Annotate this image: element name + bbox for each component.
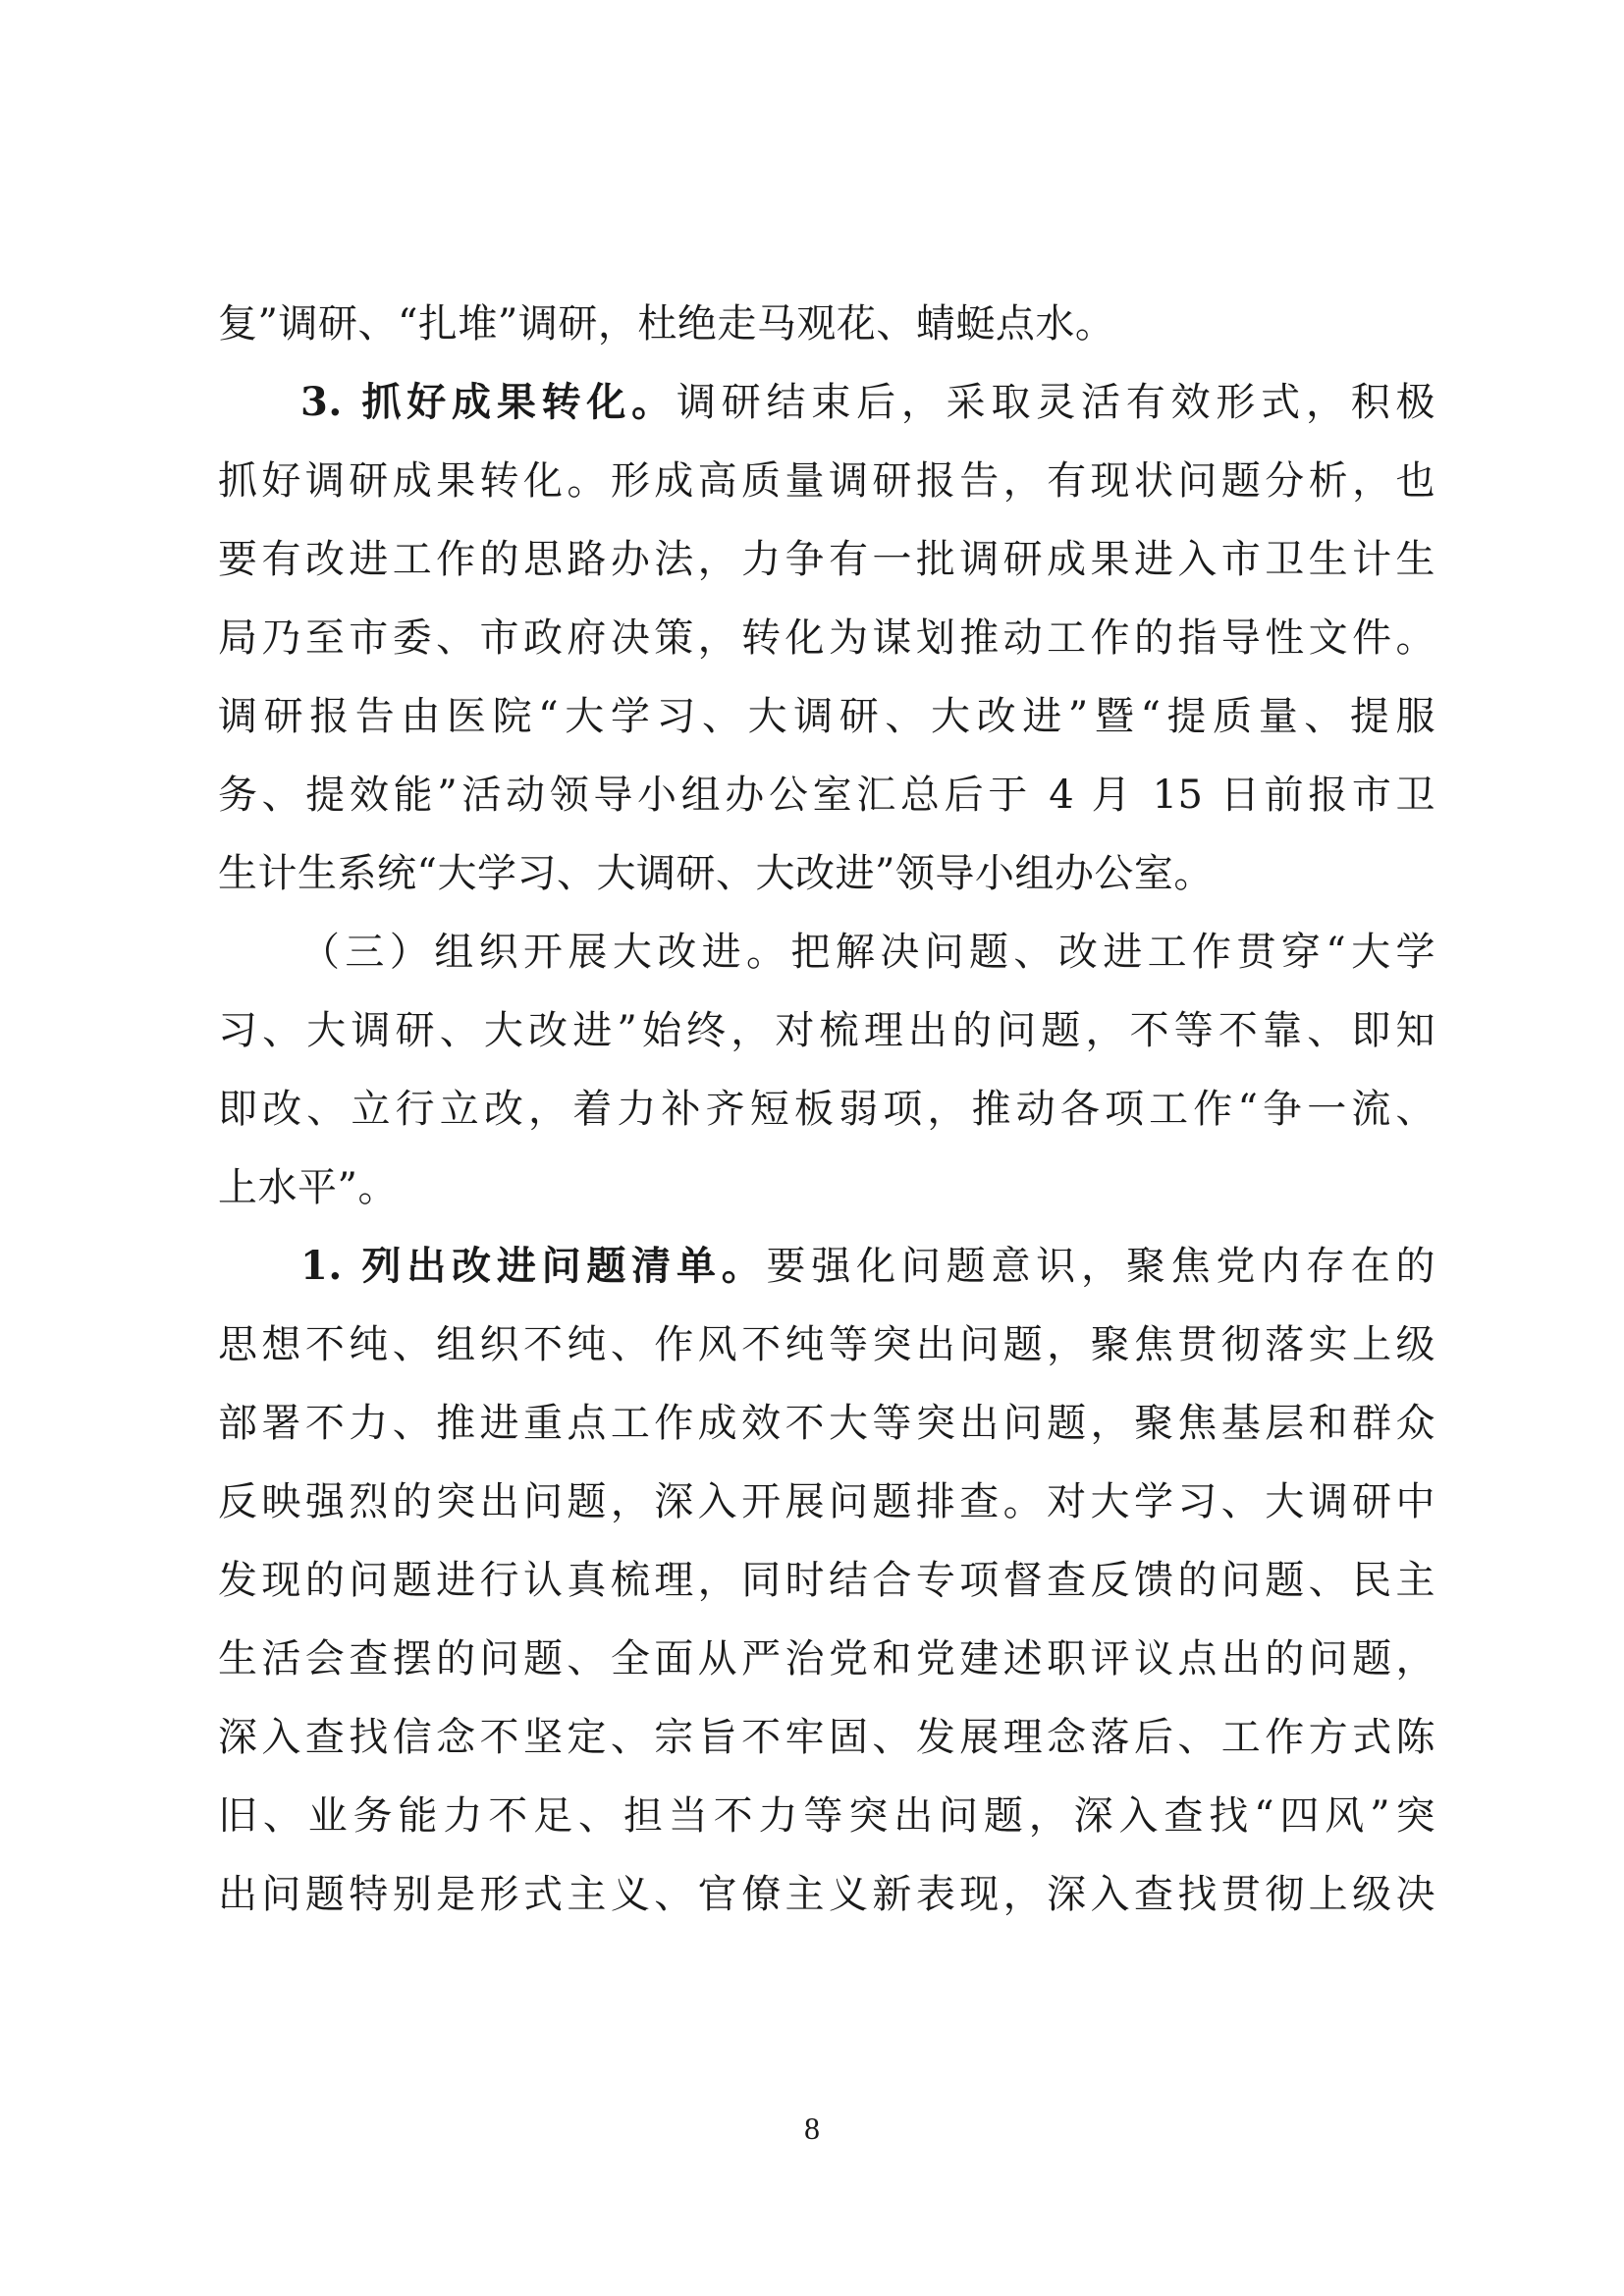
body-line: 生活会查摆的问题、全面从严治党和党建述职评议点出的问题， bbox=[218, 1636, 1435, 1682]
body-line: 部署不力、推进重点工作成效不大等突出问题，聚焦基层和群众 bbox=[218, 1401, 1435, 1446]
body-line: 上水平”。 bbox=[218, 1165, 398, 1210]
paragraph-heading: 3. 抓好成果转化。 bbox=[300, 379, 677, 425]
body-line: 生计生系统“大学习、大调研、大改进”领导小组办公室。 bbox=[218, 851, 1214, 896]
body-line: 调研报告由医院“大学习、大调研、大改进”暨“提质量、提服 bbox=[218, 694, 1435, 739]
body-line: 即改、立行立改，着力补齐短板弱项，推动各项工作“争一流、 bbox=[218, 1087, 1435, 1132]
section-paragraph-start: （三）组织开展大改进。把解决问题、改进工作贯穿“大学 bbox=[300, 930, 1435, 975]
body-line: 思想不纯、组织不纯、作风不纯等突出问题，聚焦贯彻落实上级 bbox=[218, 1322, 1435, 1367]
body-line: 旧、业务能力不足、担当不力等突出问题，深入查找“四风”突 bbox=[218, 1793, 1435, 1839]
page-number: 8 bbox=[804, 2110, 820, 2146]
numbered-paragraph-start: 1. 列出改进问题清单。要强化问题意识，聚焦党内存在的 bbox=[300, 1243, 1436, 1289]
body-line: 复”调研、“扎堆”调研，杜绝走马观花、蜻蜓点水。 bbox=[218, 301, 1115, 347]
numbered-paragraph-start: 3. 抓好成果转化。调研结束后，采取灵活有效形式，积极 bbox=[300, 379, 1436, 425]
body-line: 习、大调研、大改进”始终，对梳理出的问题，不等不靠、即知 bbox=[218, 1008, 1435, 1053]
body-line: 发现的问题进行认真梳理，同时结合专项督查反馈的问题、民主 bbox=[218, 1558, 1435, 1603]
body-line: 要有改进工作的思路办法，力争有一批调研成果进入市卫生计生 bbox=[218, 537, 1435, 582]
paragraph-heading: 1. 列出改进问题清单。 bbox=[300, 1243, 767, 1289]
body-line: 务、提效能”活动领导小组办公室汇总后于 4 月 15 日前报市卫 bbox=[218, 773, 1435, 818]
body-line: 出问题特别是形式主义、官僚主义新表现，深入查找贯彻上级决 bbox=[218, 1872, 1435, 1917]
body-line: 反映强烈的突出问题，深入开展问题排查。对大学习、大调研中 bbox=[218, 1479, 1435, 1524]
body-line: 深入查找信念不坚定、宗旨不牢固、发展理念落后、工作方式陈 bbox=[218, 1715, 1435, 1760]
body-line: 抓好调研成果转化。形成高质量调研报告，有现状问题分析，也 bbox=[218, 458, 1435, 504]
body-line: 局乃至市委、市政府决策，转化为谋划推动工作的指导性文件。 bbox=[218, 615, 1435, 661]
